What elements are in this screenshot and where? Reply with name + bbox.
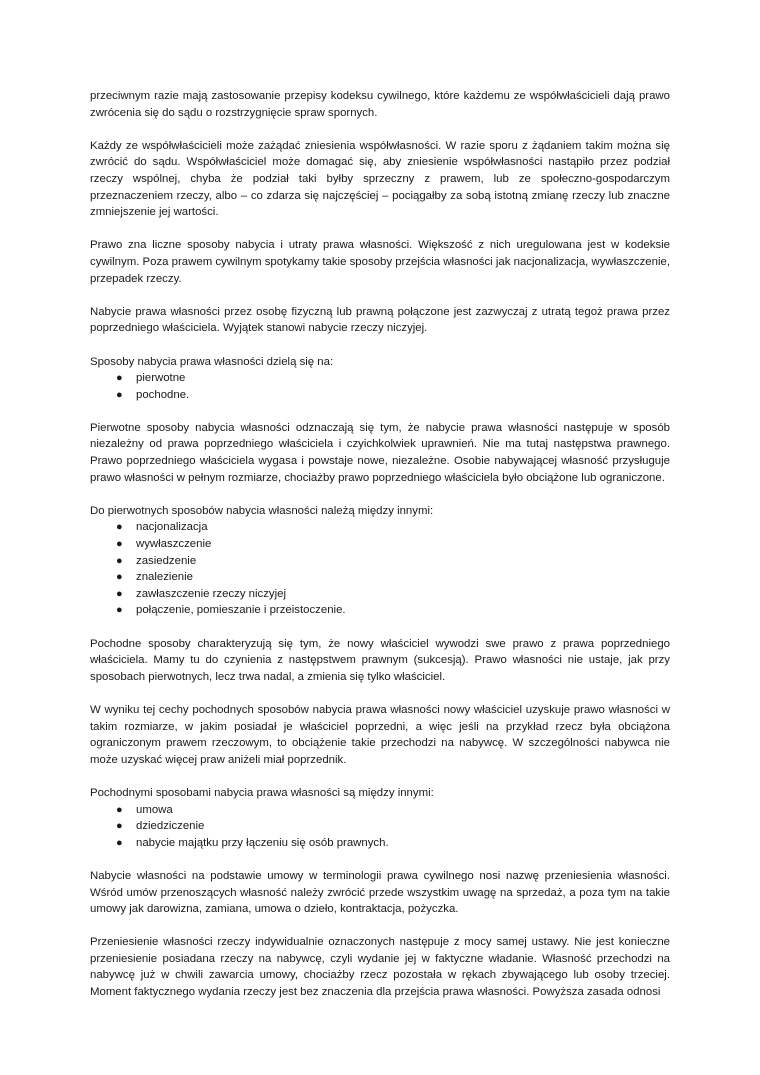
list-item xyxy=(116,602,670,619)
paragraph: przeciwnym razie mają zastosowanie przepisy kodeksu cywilnego, które każdemu ze współwłaścicieli dają prawo zwrócenia się do sądu o rozstrzygnięcie spraw spornych. xyxy=(90,90,670,119)
bullet-icon: ● xyxy=(116,388,123,401)
bullet-list xyxy=(90,370,670,403)
paragraph: Przeniesienie własności rzeczy indywidualnie oznaczonych następuje z mocy samej ustawy. Nie jest konieczne przeniesienie posiadana rzeczy na nabywcę, czyli wydanie jej w faktyczne władanie. Własność przechodzi na nabywcę już w chwili zawarcia umowy, chociażby rzecz pozostała w rękach zbywającego lub osoby trzeciej. Moment faktycznego wydania rzeczy jest bez znaczenia dla przejścia prawa własności. Powyższa zasada odnosi xyxy=(90,936,670,999)
list-item-text: pierwotne xyxy=(136,372,186,385)
paragraph: Prawo zna liczne sposoby nabycia i utraty prawa własności. Większość z nich uregulowana jest w kodeksie cywilnym. Poza prawem cywilnym spotykamy takie sposoby przejścia własności jak nacjonalizacja, wywłaszczenie, przepadek rzeczy. xyxy=(90,239,670,285)
list-item xyxy=(116,519,670,536)
list-item-text: połączenie, pomieszanie i przeistoczenie. xyxy=(136,604,346,617)
paragraph: Każdy ze współwłaścicieli może zażądać zniesienia współwłasności. W razie sporu z żądaniem takim można się zwrócić do sądu. Współwłaściciel może domagać się, aby zniesienie współwłasności nastąpiło przez podział rzeczy wspólnej, chyba że podział taki byłby sprzeczny z prawem, lub ze społeczno-gospodarczym przeznaczeniem rzeczy, albo – co zdarza się najczęściej – pociągałby za sobą istotną zmianę rzeczy lub znaczne zmniejszenie jej wartości. xyxy=(90,139,670,219)
list-item xyxy=(116,536,670,553)
paragraph: Pochodne sposoby charakteryzują się tym, że nowy właściciel wywodzi swe prawo z prawa poprzedniego właściciela. Mamy tu do czynienia z następstwem prawnym (sukcesją). Prawo własności nie ustaje, jak przy sposobach pierwotnych, lecz trwa nadal, a zmienia się tylko właściciel. xyxy=(90,637,670,683)
bullet-icon: ● xyxy=(116,587,123,600)
list-item-text: pochodne. xyxy=(136,388,190,401)
bullet-icon: ● xyxy=(116,571,123,584)
list-item xyxy=(116,835,670,852)
list-item xyxy=(116,553,670,570)
bullet-icon: ● xyxy=(116,372,123,385)
list-item xyxy=(116,387,670,404)
list-item-text: zasiedzenie xyxy=(136,554,197,567)
list-item-text: wywłaszczenie xyxy=(136,538,212,551)
bullet-icon: ● xyxy=(116,836,123,849)
paragraph: W wyniku tej cechy pochodnych sposobów nabycia prawa własności nowy właściciel uzyskuje prawo własności w takim rozmiarze, w jakim posiadał je właściciel poprzedni, a więc jeśli na przykład rzecz była obciążona ograniczonym prawem rzeczowym, to obciążenie takie przechodzi na nabywcę. W szczególności nabywca nie może uzyskać więcej praw aniżeli miał poprzednik. xyxy=(90,703,670,766)
paragraph: Nabycie prawa własności przez osobę fizyczną lub prawną połączone jest zazwyczaj z utratą tegoż prawa przez poprzedniego właściciela. Wyjątek stanowi nabycie rzeczy niczyjej. xyxy=(90,305,670,335)
document-page xyxy=(90,88,670,1017)
paragraph: Do pierwotnych sposobów nabycia własności należą między innymi: xyxy=(90,504,434,517)
bullet-icon: ● xyxy=(116,554,123,567)
bullet-icon: ● xyxy=(116,538,123,551)
list-item-text: nacjonalizacja xyxy=(136,521,208,534)
bullet-list xyxy=(90,519,670,619)
list-item-text: nabycie majątku przy łączeniu się osób prawnych. xyxy=(136,836,389,849)
list-item xyxy=(116,586,670,603)
list-item xyxy=(116,818,670,835)
list-item-text: umowa xyxy=(136,803,173,816)
paragraph: Sposoby nabycia prawa własności dzielą się na: xyxy=(90,355,334,368)
bullet-icon: ● xyxy=(116,521,123,534)
paragraph: Pochodnymi sposobami nabycia prawa własności są między innymi: xyxy=(90,786,434,799)
bullet-icon: ● xyxy=(116,604,123,617)
list-item-text: dziedziczenie xyxy=(136,820,205,833)
list-item-text: znalezienie xyxy=(136,571,193,584)
bullet-list xyxy=(90,802,670,852)
bullet-icon: ● xyxy=(116,820,123,833)
list-item xyxy=(116,370,670,387)
paragraph: Pierwotne sposoby nabycia własności odznaczają się tym, że nabycie prawa własności następuje w sposób niezależny od prawa poprzedniego właściciela i czyichkolwiek uprawnień. Nie ma tutaj następstwa prawnego. Prawo poprzedniego właściciela wygasa i powstaje nowe, niezależne. Osobie nabywającej własność przysługuje prawo własności w pełnym rozmiarze, chociażby prawo poprzedniego właściciela było obciążone lub ograniczone. xyxy=(90,421,670,484)
bullet-icon: ● xyxy=(116,803,123,816)
list-item-text: zawłaszczenie rzeczy niczyjej xyxy=(136,587,287,600)
paragraph: Nabycie własności na podstawie umowy w terminologii prawa cywilnego nosi nazwę przeniesienia własności. Wśród umów przenoszących własność należy zwrócić przede wszystkim uwagę na sprzedaż, a poza tym na takie umowy jak darowizna, zamiana, umowa o dzieło, kontraktacja, pożyczka. xyxy=(90,869,670,916)
list-item xyxy=(116,802,670,819)
list-item xyxy=(116,569,670,586)
